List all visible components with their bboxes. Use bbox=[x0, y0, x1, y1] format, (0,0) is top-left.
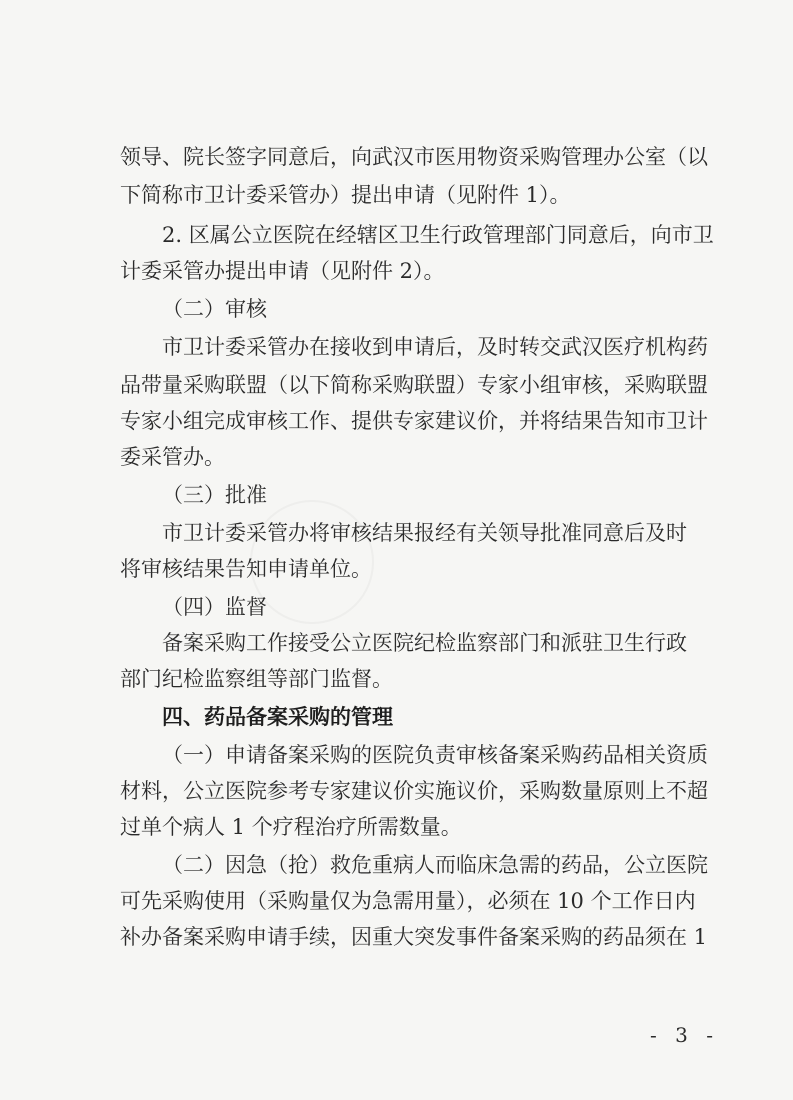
section-heading-approval: （三）批准 bbox=[162, 483, 267, 507]
text-line-11: 市卫计委采管办将审核结果报经有关领导批准同意后及时 bbox=[162, 521, 687, 545]
text-line-17: （一）申请备案采购的医院负责审核备案采购药品相关资质 bbox=[162, 743, 708, 767]
text-line-1: 领导、院长签字同意后，向武汉市医用物资采购管理办公室（以 bbox=[120, 145, 708, 169]
section-heading-supervision: （四）监督 bbox=[162, 595, 267, 619]
text-line-7: 品带量采购联盟（以下简称采购联盟）专家小组审核，采购联盟 bbox=[120, 373, 708, 397]
text-line-22: 补办备案采购申请手续，因重大突发事件备案采购的药品须在 1 bbox=[120, 925, 708, 949]
text-line-12: 将审核结果告知申请单位。 bbox=[120, 557, 372, 581]
section-heading-review: （二）审核 bbox=[162, 297, 267, 321]
text-line-19: 过单个病人 1 个疗程治疗所需数量。 bbox=[120, 815, 462, 839]
text-line-14: 备案采购工作接受公立医院纪检监察部门和派驻卫生行政 bbox=[162, 631, 687, 655]
text-line-3: 2. 区属公立医院在经辖区卫生行政管理部门同意后，向市卫 bbox=[162, 223, 714, 247]
text-line-9: 委采管办。 bbox=[120, 445, 225, 469]
text-line-18: 材料，公立医院参考专家建议价实施议价，采购数量原则上不超 bbox=[120, 779, 708, 803]
text-line-21: 可先采购使用（采购量仅为急需用量），必须在 10 个工作日内 bbox=[120, 889, 696, 913]
text-line-15: 部门纪检监察组等部门监督。 bbox=[120, 667, 393, 691]
text-line-4: 计委采管办提出申请（见附件 2）。 bbox=[120, 259, 445, 283]
text-line-2: 下简称市卫计委采管办）提出申请（见附件 1）。 bbox=[120, 183, 571, 207]
section-heading-four: 四、药品备案采购的管理 bbox=[162, 704, 393, 729]
page-number: - 3 - bbox=[650, 1023, 719, 1047]
text-line-6: 市卫计委采管办在接收到申请后，及时转交武汉医疗机构药 bbox=[162, 335, 708, 359]
text-line-8: 专家小组完成审核工作、提供专家建议价，并将结果告知市卫计 bbox=[120, 409, 708, 433]
text-line-20: （二）因急（抢）救危重病人而临床急需的药品，公立医院 bbox=[162, 853, 708, 877]
